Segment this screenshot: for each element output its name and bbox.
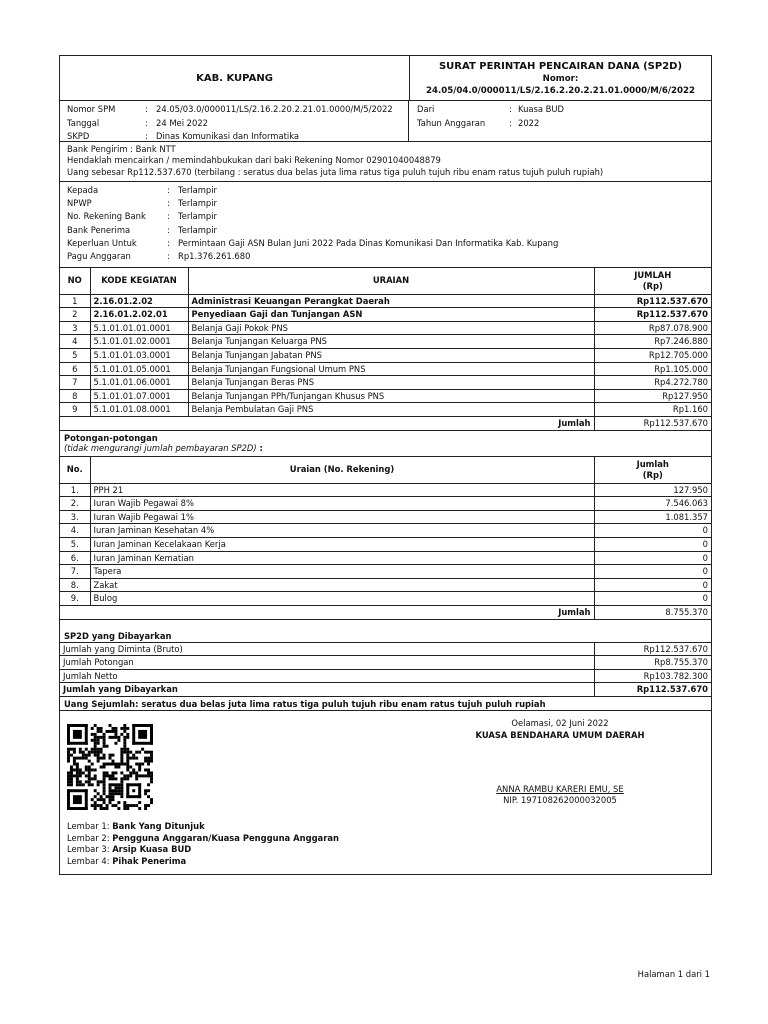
potongan-total-value: 8.755.370 (594, 605, 711, 618)
potongan-no: 2. (60, 497, 90, 511)
kegiatan-no: 1 (60, 294, 90, 308)
kegiatan-jumlah: Rp1.105.000 (594, 362, 711, 376)
recipient-field-label: Pagu Anggaran (67, 251, 131, 262)
kegiatan-jumlah: Rp87.078.900 (594, 321, 711, 335)
spm-right-fields (409, 101, 711, 141)
kegiatan-uraian: Belanja Tunjangan PPh/Tunjangan Khusus PNS (188, 389, 594, 403)
recipient-field-label: Keperluan Untuk (67, 238, 137, 249)
recipient-field-value: Terlampir (178, 198, 217, 209)
potongan-uraian: Bulog (90, 592, 594, 606)
potongan-no: 9. (60, 592, 90, 606)
col-jumlah (594, 268, 711, 295)
lembar-label: Lembar 4: (67, 856, 113, 867)
kegiatan-total-row (60, 417, 711, 430)
potongan-jumlah: 0 (594, 551, 711, 565)
potongan-title: Potongan-potongan (64, 432, 158, 443)
bank-pengirim: Bank Pengirim : Bank NTT (67, 144, 176, 154)
potongan-uraian: Iuran Jaminan Kesehatan 4% (90, 524, 594, 538)
kegiatan-total-label: Jumlah (60, 417, 594, 430)
potongan-jumlah: 0 (594, 592, 711, 606)
kegiatan-jumlah: Rp12.705.000 (594, 349, 711, 363)
potongan-no: 7. (60, 565, 90, 579)
potongan-jumlah: 0 (594, 537, 711, 551)
spm-field-colon: : (145, 117, 148, 128)
signer-position: KUASA BENDAHARA UMUM DAERAH (475, 729, 645, 740)
spm-field-colon: : (145, 131, 148, 141)
potongan-heading (60, 431, 711, 454)
lembar-value: Pihak Penerima (112, 856, 187, 867)
kegiatan-table (60, 268, 711, 430)
kegiatan-uraian: Penyediaan Gaji dan Tunjangan ASN (188, 308, 594, 322)
recipient-field-value: Terlampir (178, 211, 217, 222)
spm-field-label: Tanggal (67, 117, 100, 128)
recipient-field-value: Permintaan Gaji ASN Bulan Juni 2022 Pada Dinas Komunikasi Dan Informatika Kab. Kupang (178, 238, 559, 249)
kabupaten-name: KAB. KUPANG (60, 56, 410, 100)
kegiatan-uraian: Belanja Tunjangan Fungsional Umum PNS (188, 362, 594, 376)
kegiatan-jumlah: Rp7.246.880 (594, 335, 711, 349)
spm-field-row (67, 130, 408, 144)
kegiatan-header-row (60, 268, 711, 295)
potongan-section (60, 431, 711, 620)
lembar-value: Pengguna Anggaran/Kuasa Pengguna Anggaran (112, 832, 339, 843)
place-date: Oelamasi, 02 Juni 2022 (511, 717, 609, 728)
sp2d-summary-label: Jumlah Netto (60, 669, 594, 683)
recipient-field-colon: : (167, 238, 170, 249)
kegiatan-row (60, 389, 711, 403)
pot-col-uraian: Uraian (No. Rekening) (90, 456, 594, 483)
kegiatan-kode: 5.1.01.01.02.0001 (90, 335, 188, 349)
potongan-row (60, 551, 711, 565)
sp2d-summary-value: Rp112.537.670 (594, 642, 711, 656)
potongan-jumlah: 7.546.063 (594, 497, 711, 511)
potongan-no: 8. (60, 578, 90, 592)
kegiatan-jumlah: Rp112.537.670 (594, 308, 711, 322)
col-jumlah-line2: (Rp) (642, 280, 663, 291)
kegiatan-no: 6 (60, 362, 90, 376)
potongan-table (60, 456, 711, 619)
pot-col-no: No. (60, 456, 90, 483)
spm-field-colon: : (145, 104, 148, 114)
sp2d-summary-row (60, 642, 711, 656)
kegiatan-row (60, 308, 711, 322)
kegiatan-kode: 5.1.01.01.08.0001 (90, 403, 188, 417)
kegiatan-uraian: Belanja Gaji Pokok PNS (188, 321, 594, 335)
nomor-label: Nomor: (542, 74, 579, 84)
lembar-label: Lembar 3: (67, 844, 113, 855)
kegiatan-row (60, 403, 711, 417)
kegiatan-jumlah: Rp112.537.670 (594, 294, 711, 308)
potongan-uraian: Iuran Jaminan Kematian (90, 551, 594, 565)
spm-left-fields (60, 101, 409, 141)
spm-field-colon: : (509, 117, 512, 128)
kegiatan-no: 5 (60, 349, 90, 363)
pot-col-jumlah-line1: Jumlah (636, 458, 669, 469)
bank-info (60, 142, 711, 182)
sp2d-document (59, 55, 712, 875)
recipient-field-value: Terlampir (178, 224, 217, 235)
recipient-field-value: Terlampir (178, 184, 217, 195)
sp2d-summary-value: Rp112.537.670 (594, 683, 711, 696)
signature-header (460, 717, 660, 741)
recipient-field-value: Rp1.376.261.680 (178, 251, 251, 262)
potongan-jumlah: 0 (594, 578, 711, 592)
kegiatan-no: 8 (60, 389, 90, 403)
lembar-item (67, 833, 339, 845)
sp2d-summary-label: Jumlah Potongan (60, 656, 594, 670)
spm-field-label: Tahun Anggaran (417, 117, 486, 128)
kegiatan-jumlah: Rp127.950 (594, 389, 711, 403)
sp2d-summary-value: Rp103.782.300 (594, 669, 711, 683)
sp2d-summary-label: Jumlah yang Diminta (Bruto) (60, 642, 594, 656)
uang-sejumlah: Uang Sejumlah: seratus dua belas juta lima ratus tiga puluh tujuh ribu enam ratus tujuh puluh rupiah (60, 696, 711, 710)
kegiatan-no: 7 (60, 376, 90, 390)
potongan-row (60, 592, 711, 606)
potongan-colon: : (256, 443, 263, 454)
kegiatan-kode: 5.1.01.01.03.0001 (90, 349, 188, 363)
kegiatan-uraian: Administrasi Keuangan Perangkat Daerah (188, 294, 594, 308)
potongan-no: 4. (60, 524, 90, 538)
sp2d-summary-row (60, 656, 711, 670)
potongan-total-row (60, 605, 711, 618)
potongan-uraian: Iuran Wajib Pegawai 8% (90, 497, 594, 511)
col-jumlah-line1: JUMLAH (634, 269, 672, 280)
potongan-no: 6. (60, 551, 90, 565)
potongan-row (60, 537, 711, 551)
potongan-row (60, 497, 711, 511)
spm-field-row (67, 117, 408, 131)
potongan-uraian: Zakat (90, 578, 594, 592)
potongan-uraian: Iuran Wajib Pegawai 1% (90, 510, 594, 524)
kegiatan-kode: 2.16.01.2.02.01 (90, 308, 188, 322)
potongan-uraian: Iuran Jaminan Kecelakaan Kerja (90, 537, 594, 551)
recipient-field-colon: : (167, 251, 170, 262)
lembar-list (67, 821, 339, 868)
kegiatan-section (60, 268, 711, 431)
kegiatan-kode: 5.1.01.01.06.0001 (90, 376, 188, 390)
spm-field-row (417, 103, 711, 117)
potongan-no: 5. (60, 537, 90, 551)
potongan-uraian: PPH 21 (90, 483, 594, 497)
lembar-item (67, 844, 339, 856)
kegiatan-row (60, 376, 711, 390)
signature-section (60, 711, 711, 874)
kegiatan-total-value: Rp112.537.670 (594, 417, 711, 430)
kegiatan-jumlah: Rp1.160 (594, 403, 711, 417)
potongan-jumlah: 0 (594, 524, 711, 538)
lembar-item (67, 821, 339, 833)
sp2d-summary-label: Jumlah yang Dibayarkan (60, 683, 594, 696)
kegiatan-uraian: Belanja Pembulatan Gaji PNS (188, 403, 594, 417)
page-number: Halaman 1 dari 1 (637, 969, 710, 979)
potongan-jumlah: 0 (594, 565, 711, 579)
kegiatan-kode: 5.1.01.01.07.0001 (90, 389, 188, 403)
recipient-field-row (67, 237, 711, 250)
potongan-row (60, 483, 711, 497)
pot-col-jumlah-line2: (Rp) (642, 469, 663, 480)
spm-field-row (67, 103, 408, 117)
kegiatan-kode: 5.1.01.01.01.0001 (90, 321, 188, 335)
recipient-field-label: No. Rekening Bank (67, 211, 146, 222)
spm-field-value: 2022 (518, 117, 540, 128)
kegiatan-kode: 5.1.01.01.05.0001 (90, 362, 188, 376)
lembar-value: Bank Yang Ditunjuk (112, 820, 205, 831)
recipient-field-label: Kepada (67, 184, 99, 195)
sp2d-dibayarkan-title: SP2D yang Dibayarkan (64, 630, 172, 641)
spm-field-colon: : (509, 104, 512, 114)
kegiatan-no: 9 (60, 403, 90, 417)
qr-code (67, 724, 153, 810)
kegiatan-kode: 2.16.01.2.02 (90, 294, 188, 308)
spm-field-label: Dari (417, 104, 435, 114)
spm-field-row (417, 117, 711, 131)
potongan-jumlah: 1.081.357 (594, 510, 711, 524)
sp2d-summary-table (60, 642, 711, 696)
sp2d-title: SURAT PERINTAH PENCAIRAN DANA (SP2D) (438, 61, 683, 72)
bank-instruction: Hendaklah mencairkan / memindahbukukan dari baki Rekening Nomor 02901040048879 (67, 155, 441, 166)
kegiatan-row (60, 335, 711, 349)
recipient-field-row (67, 210, 711, 223)
recipient-field-row (67, 197, 711, 210)
kegiatan-no: 3 (60, 321, 90, 335)
potongan-row (60, 510, 711, 524)
sp2d-dibayarkan-section (60, 620, 711, 711)
lembar-label: Lembar 1: (67, 820, 113, 831)
col-no: NO (60, 268, 90, 295)
kegiatan-jumlah: Rp4.272.780 (594, 376, 711, 390)
signer-nip: NIP. 197108262000032005 (503, 794, 617, 805)
recipient-field-label: NPWP (67, 198, 92, 209)
spm-field-value: Kuasa BUD (518, 104, 564, 114)
sp2d-summary-row (60, 669, 711, 683)
spm-field-value: Dinas Komunikasi dan Informatika (156, 131, 300, 141)
sp2d-summary-row (60, 683, 711, 696)
recipient-field-row (67, 224, 711, 237)
recipient-field-colon: : (167, 211, 170, 222)
sp2d-summary-value: Rp8.755.370 (594, 656, 711, 670)
sp2d-title-block (410, 56, 711, 100)
document-header (60, 56, 711, 101)
recipient-field-label: Bank Penerima (67, 224, 131, 235)
potongan-row (60, 578, 711, 592)
col-uraian: URAIAN (188, 268, 594, 295)
col-kode: KODE KEGIATAN (90, 268, 188, 295)
signer-name: ANNA RAMBU KARERI EMU, SE (496, 783, 624, 794)
potongan-no: 1. (60, 483, 90, 497)
spm-field-value: 24 Mei 2022 (156, 117, 209, 128)
recipient-field-colon: : (167, 198, 170, 209)
lembar-value: Arsip Kuasa BUD (112, 844, 192, 855)
kegiatan-uraian: Belanja Tunjangan Beras PNS (188, 376, 594, 390)
spm-info (60, 101, 711, 142)
spm-field-label: SKPD (67, 131, 90, 141)
recipient-field-colon: : (167, 224, 170, 235)
recipient-field-colon: : (167, 184, 170, 195)
kegiatan-no: 2 (60, 308, 90, 322)
lembar-label: Lembar 2: (67, 832, 113, 843)
kegiatan-row (60, 294, 711, 308)
kegiatan-row (60, 321, 711, 335)
pot-col-jumlah (594, 456, 711, 483)
bank-amount: Uang sebesar Rp112.537.670 (terbilang : seratus dua belas juta lima ratus tiga puluh tujuh ribu enam ratus tujuh puluh rupiah) (67, 166, 604, 177)
potongan-total-label: Jumlah (60, 605, 594, 618)
kegiatan-row (60, 349, 711, 363)
kegiatan-uraian: Belanja Tunjangan Jabatan PNS (188, 349, 594, 363)
potongan-uraian: Tapera (90, 565, 594, 579)
potongan-jumlah: 127.950 (594, 483, 711, 497)
lembar-item (67, 856, 339, 868)
signer-block (460, 784, 660, 806)
potongan-subtitle: (tidak mengurangi jumlah pembayaran SP2D) (64, 443, 257, 454)
potongan-row (60, 565, 711, 579)
kegiatan-no: 4 (60, 335, 90, 349)
spm-field-value: 24.05/03.0/000011/LS/2.16.2.20.2.21.01.0000/M/5/2022 (156, 104, 393, 114)
spm-field-label: Nomor SPM (67, 104, 116, 114)
recipient-info (60, 182, 711, 268)
potongan-row (60, 524, 711, 538)
kegiatan-row (60, 362, 711, 376)
potongan-no: 3. (60, 510, 90, 524)
recipient-field-row (67, 184, 711, 197)
potongan-header-row (60, 456, 711, 483)
kegiatan-uraian: Belanja Tunjangan Keluarga PNS (188, 335, 594, 349)
nomor-value: 24.05/04.0/000011/LS/2.16.2.20.2.21.01.0000/M/6/2022 (426, 86, 695, 96)
recipient-field-row (67, 250, 711, 263)
